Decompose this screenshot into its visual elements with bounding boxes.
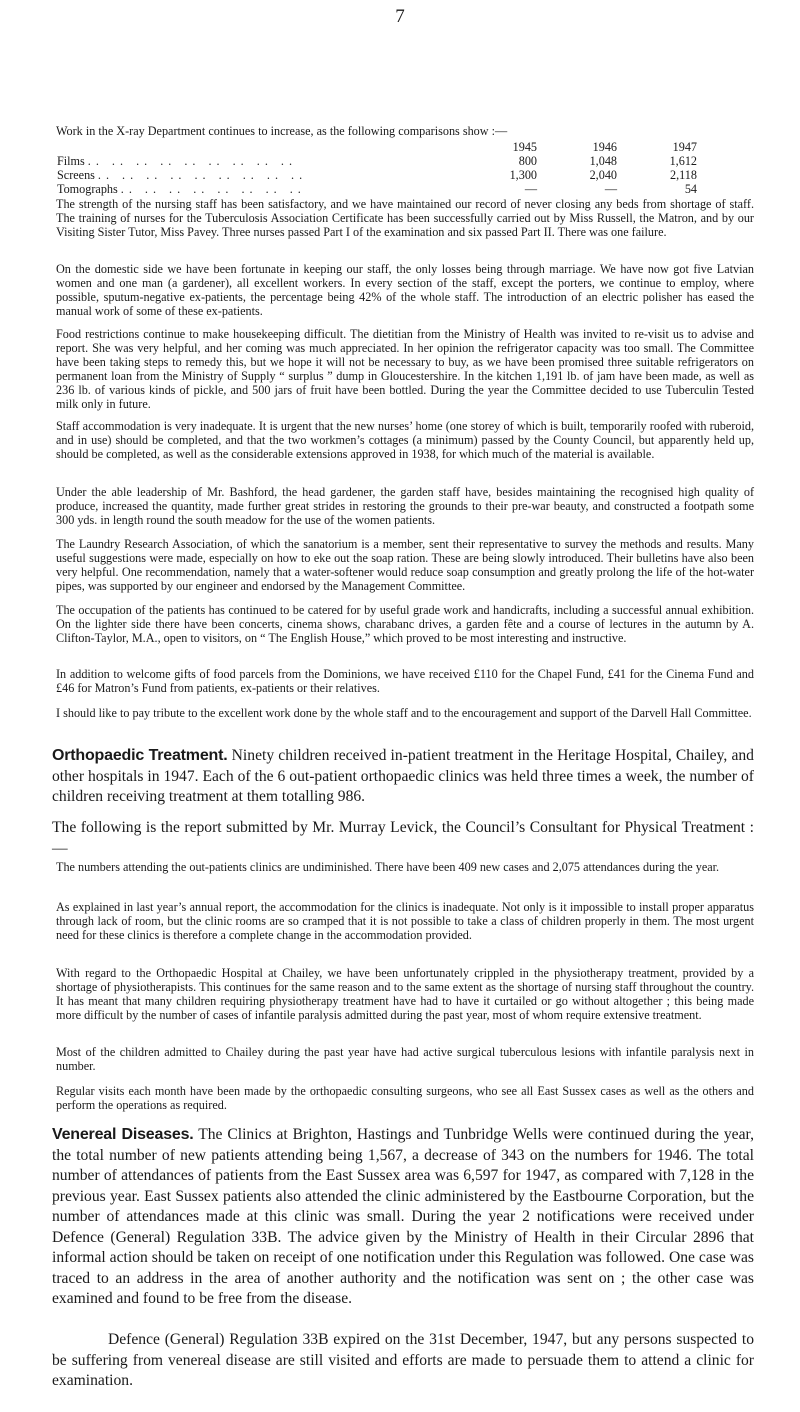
venereal-heading: Venereal Diseases. bbox=[52, 1126, 194, 1143]
occupation-paragraph bbox=[56, 603, 754, 645]
paragraph-text: Regular visits each month have been made by the orthopaedic consulting surgeons, who see all East Sussex cases as well as the others and perform the operations as required. bbox=[56, 1084, 754, 1112]
paragraph-text: With regard to the Orthopaedic Hospital at Chailey, we have been unfortunately crippled in the physiotherapy treatment, provided by a shortage of physiotherapists. This continues for the same reason and to the same extent as the shortage of nursing staff throughout the country. It has meant that many children requiring physiotherapy treatment have had to have it curtailed or go without altogether ; this being made more difficult by the number of cases of infantile paralysis admitted during the past year, most of whom require extensive treatment. bbox=[56, 966, 754, 1022]
gifts-paragraph bbox=[56, 667, 754, 695]
paragraph-text: In addition to welcome gifts of food parcels from the Dominions, we have received £110 for the Chapel Fund, £41 for the Cinema Fund and £46 for Matron’s Fund from patients, ex-patients or their relatives. bbox=[56, 667, 754, 695]
row-label: Tomographs bbox=[57, 182, 121, 196]
page-number: 7 bbox=[395, 6, 405, 27]
report-paragraph-5 bbox=[56, 1084, 754, 1112]
table-row bbox=[57, 154, 697, 168]
tribute-paragraph bbox=[56, 706, 754, 720]
paragraph-text: The occupation of the patients has continued to be catered for by useful grade work and handicrafts, including a successful annual exhibition. On the lighter side there have been concerts, cinema shows, charabanc drives, a garden fête and a course of lectures in the autumn by A. Clifton-Taylor, M.A., open to visitors, on “ The English House,” which proved to be most interesting and instructive. bbox=[56, 603, 754, 645]
report-intro bbox=[52, 818, 754, 859]
report-intro-text: The following is the report submitted by Mr. Murray Levick, the Council’s Consultant for Physical Treatment :— bbox=[52, 819, 754, 857]
domestic-paragraph bbox=[56, 262, 754, 318]
venereal-text: The Clinics at Brighton, Hastings and Tunbridge Wells were continued during the year, the total number of new patients attending being 1,567, a decrease of 343 on the numbers for 1946. The total number of attendances of patients from the East Sussex area was 6,597 for 1947, as compared with 7,128 in the previous year. East Sussex patients also attended the clinic administered by the Eastbourne Corporation, but the number of attendances made at this clinic was small. During the year 2 notifications were received under Defence (General) Regulation 33B. The advice given by the Ministry of Health in their Circular 2896 that informal action should be taken on receipt of one notification under this Regulation was followed. One case was traced to an address in the area of another authority and the notification was sent on ; the other case was examined and found to be free from the disease. bbox=[52, 1126, 754, 1307]
table-cell: — bbox=[524, 182, 537, 196]
regulation-paragraph bbox=[52, 1330, 754, 1392]
xray-comparison-table bbox=[57, 140, 697, 196]
food-paragraph bbox=[56, 327, 754, 411]
nursing-paragraph bbox=[56, 197, 754, 239]
table-cell: 800 bbox=[518, 154, 537, 168]
table-row bbox=[57, 182, 697, 196]
leader-dots: .. .. .. .. .. .. .. .. .. bbox=[87, 154, 297, 168]
table-cell: 2,040 bbox=[589, 168, 617, 182]
orthopaedic-text: Ninety children received in-patient treatment in the Heritage Hospital, Chailey, and other hospitals in 1947. Each of the 6 out-patient orthopaedic clinics was held three times a week, the number of children receiving treatment at them totalling 986. bbox=[52, 747, 754, 805]
year-header: 1946 bbox=[592, 140, 617, 154]
row-label: Screens bbox=[57, 168, 98, 182]
table-cell: 54 bbox=[684, 182, 697, 196]
leader-dots: .. .. .. .. .. .. .. .. .. bbox=[97, 168, 308, 182]
paragraph-text: I should like to pay tribute to the excellent work done by the whole staff and to the encouragement and support of the Darvell Hall Committee. bbox=[56, 706, 752, 720]
xray-intro-paragraph bbox=[56, 124, 754, 138]
paragraph-text: Most of the children admitted to Chailey during the past year have had active surgical tuberculous lesions with infantile paralysis next in number. bbox=[56, 1045, 754, 1073]
paragraph-text: The numbers attending the out-patients clinics are undiminished. There have been 409 new cases and 2,075 attendances during the year. bbox=[56, 860, 720, 874]
table-header-row bbox=[57, 140, 697, 154]
leader-dots: .. .. .. .. .. .. .. .. bbox=[120, 182, 306, 196]
report-paragraph-3 bbox=[56, 966, 754, 1022]
paragraph-text: Staff accommodation is very inadequate. It is urgent that the new nurses’ home (one storey of which is built, temporarily roofed with ruberoid, and in use) should be completed, and that the two workmen’s cottages (a minimum) passed by the County Council, but apparently held up, should be completed, as well as the considerable extensions approved in 1938, for which much of the material is available. bbox=[56, 419, 754, 461]
report-paragraph-1 bbox=[56, 860, 754, 874]
row-label: Films bbox=[57, 154, 88, 168]
table-cell: 1,300 bbox=[509, 168, 537, 182]
garden-paragraph bbox=[56, 485, 754, 527]
year-header: 1947 bbox=[672, 140, 697, 154]
paragraph-text: Under the able leadership of Mr. Bashford, the head gardener, the garden staff have, besides maintaining the recognised high quality of produce, increased the quantity, made further great strides in restoring the grounds to their pre-war beauty, and constructed a footpath some 300 yds. in length round the south meadow for the use of the women patients. bbox=[56, 485, 754, 527]
paragraph-text: On the domestic side we have been fortunate in keeping our staff, the only losses being through marriage. We have now got five Latvian women and one man (a gardener), all excellent workers. In every section of the staff, except the porters, we continue to employ, where possible, sputum-negative ex-patients, the percentage being 42% of the whole staff. The introduction of an electric polisher has eased the manual work of some of these ex-patients. bbox=[56, 262, 754, 318]
paragraph-text: As explained in last year’s annual report, the accommodation for the clinics is inadequate. Not only is it impossible to install proper apparatus through lack of room, but the clinic rooms are so cramped that it is not possible to take a class of children properly in them. The most urgent need for these clinics is therefore a complete change in the accommodation provided. bbox=[56, 900, 754, 942]
table-cell: 2,118 bbox=[670, 168, 697, 182]
regulation-text: Defence (General) Regulation 33B expired on the 31st December, 1947, but any persons suspected to be suffering from venereal disease are still visited and efforts are made to persuade them to attend a clinic for examination. bbox=[52, 1331, 754, 1389]
year-header: 1945 bbox=[512, 140, 537, 154]
accommodation-paragraph bbox=[56, 419, 754, 461]
orthopaedic-section bbox=[52, 746, 754, 808]
venereal-section bbox=[52, 1125, 754, 1310]
paragraph-text: Food restrictions continue to make housekeeping difficult. The dietitian from the Ministry of Health was invited to re-visit us to advise and report. She was very helpful, and her coming was much appreciated. In her opinion the refrigerator capacity was too small. The Committee have been taking steps to remedy this, but we hope it will not be necessary to buy, as we have been promised three suitable refrigerators on permanent loan from the Ministry of Supply “ surplus ” dump in Gloucestershire. In the kitchen 1,191 lb. of jam have been made, as well as 236 lb. of various kinds of pickle, and 500 jars of fruit have been bottled. During the year the Committee decided to use Tuberculin Tested milk only in future. bbox=[56, 327, 754, 411]
paragraph-text: The strength of the nursing staff has been satisfactory, and we have maintained our record of never closing any beds from shortage of staff. The training of nurses for the Tuberculosis Association Certificate has been successfully carried out by Miss Russell, the Matron, and by our Visiting Sister Tutor, Miss Pavey. Three nurses passed Part I of the examination and six passed Part II. There was one failure. bbox=[56, 197, 754, 239]
table-cell: 1,048 bbox=[589, 154, 617, 168]
xray-intro-text: Work in the X-ray Department continues to increase, as the following comparisons show :— bbox=[56, 124, 508, 138]
paragraph-text: The Laundry Research Association, of which the sanatorium is a member, sent their representative to survey the methods and results. Many useful suggestions were made, especially on how to eke out the soap ration. These are being slowly introduced. Their bulletins have also been very helpful. One recommendation, namely that a water-softener would reduce soap consumption and greatly prolong the life of the hot-water pipes, was supported by our engineer and endorsed by the Management Committee. bbox=[56, 537, 754, 593]
orthopaedic-heading: Orthopaedic Treatment. bbox=[52, 747, 228, 764]
table-cell: — bbox=[604, 182, 617, 196]
laundry-paragraph bbox=[56, 537, 754, 593]
report-paragraph-2 bbox=[56, 900, 754, 942]
table-row bbox=[57, 168, 697, 182]
table-cell: 1,612 bbox=[669, 154, 697, 168]
report-paragraph-4 bbox=[56, 1045, 754, 1073]
